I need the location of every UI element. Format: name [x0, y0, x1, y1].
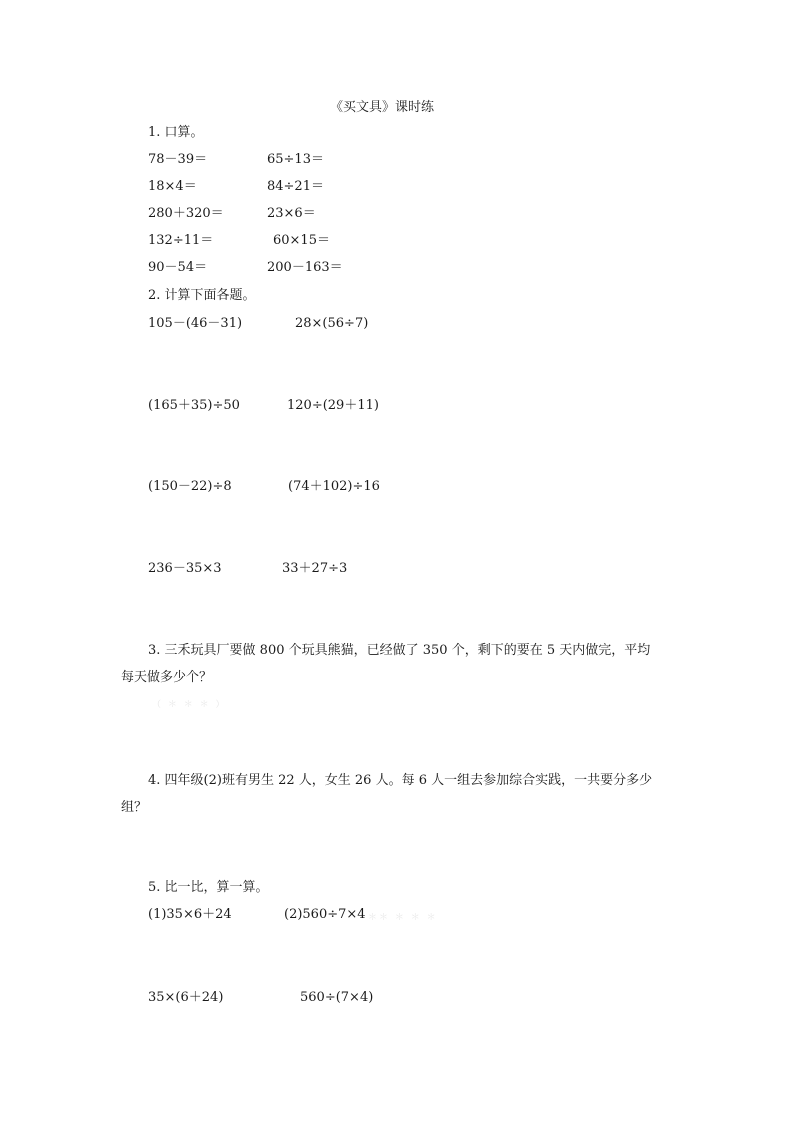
q1-item: 18×4＝ [148, 179, 197, 194]
watermark: ＊＊ ＊ ＊ ＊ [368, 913, 438, 923]
q4-line2: 组？ [121, 800, 148, 815]
q1-item: 90－54＝ [148, 260, 208, 275]
q3-line1: 3. 三禾玩具厂要做 800 个玩具熊猫，已经做了 350 个，剩下的要在 5 天内做完，平均 [148, 643, 651, 658]
q2-item: 105－(46－31) [148, 316, 243, 331]
q1-item: 132÷11＝ [148, 233, 214, 248]
q2-item: 33＋27÷3 [282, 561, 348, 576]
watermark: （ ＊ ＊ ＊ ） [152, 700, 227, 710]
q1-item: 84÷21＝ [267, 179, 324, 194]
q1-item: 65÷13＝ [267, 152, 324, 167]
q2-item: 28×(56÷7) [295, 316, 369, 331]
q2-item: (165＋35)÷50 [148, 398, 240, 413]
q2-item: 236－35×3 [148, 561, 222, 576]
q5-item: (1)35×6＋24 [148, 907, 232, 922]
q5-heading: 5. 比一比，算一算。 [148, 880, 269, 895]
q2-heading: 2. 计算下面各题。 [148, 288, 256, 303]
q5-item: (2)560÷7×4 [284, 907, 366, 922]
q2-item: (74＋102)÷16 [288, 479, 380, 494]
page-title: 《买文具》课时练 [330, 100, 435, 115]
q1-item: 23×6＝ [267, 206, 316, 221]
q2-item: 120÷(29＋11) [287, 398, 379, 413]
q1-item: 60×15＝ [273, 233, 330, 248]
q1-item: 78－39＝ [148, 152, 208, 167]
q5-item: 560÷(7×4) [300, 990, 374, 1005]
q1-item: 200－163＝ [267, 260, 343, 275]
q4-line1: 4. 四年级(2)班有男生 22 人，女生 26 人。每 6 人一组去参加综合实践，一共要分多少 [148, 773, 653, 788]
q5-item: 35×(6＋24) [148, 990, 224, 1005]
q2-item: (150－22)÷8 [148, 479, 232, 494]
q3-line2: 每天做多少个？ [121, 670, 213, 685]
q1-item: 280＋320＝ [148, 206, 224, 221]
q1-heading: 1. 口算。 [148, 125, 204, 140]
